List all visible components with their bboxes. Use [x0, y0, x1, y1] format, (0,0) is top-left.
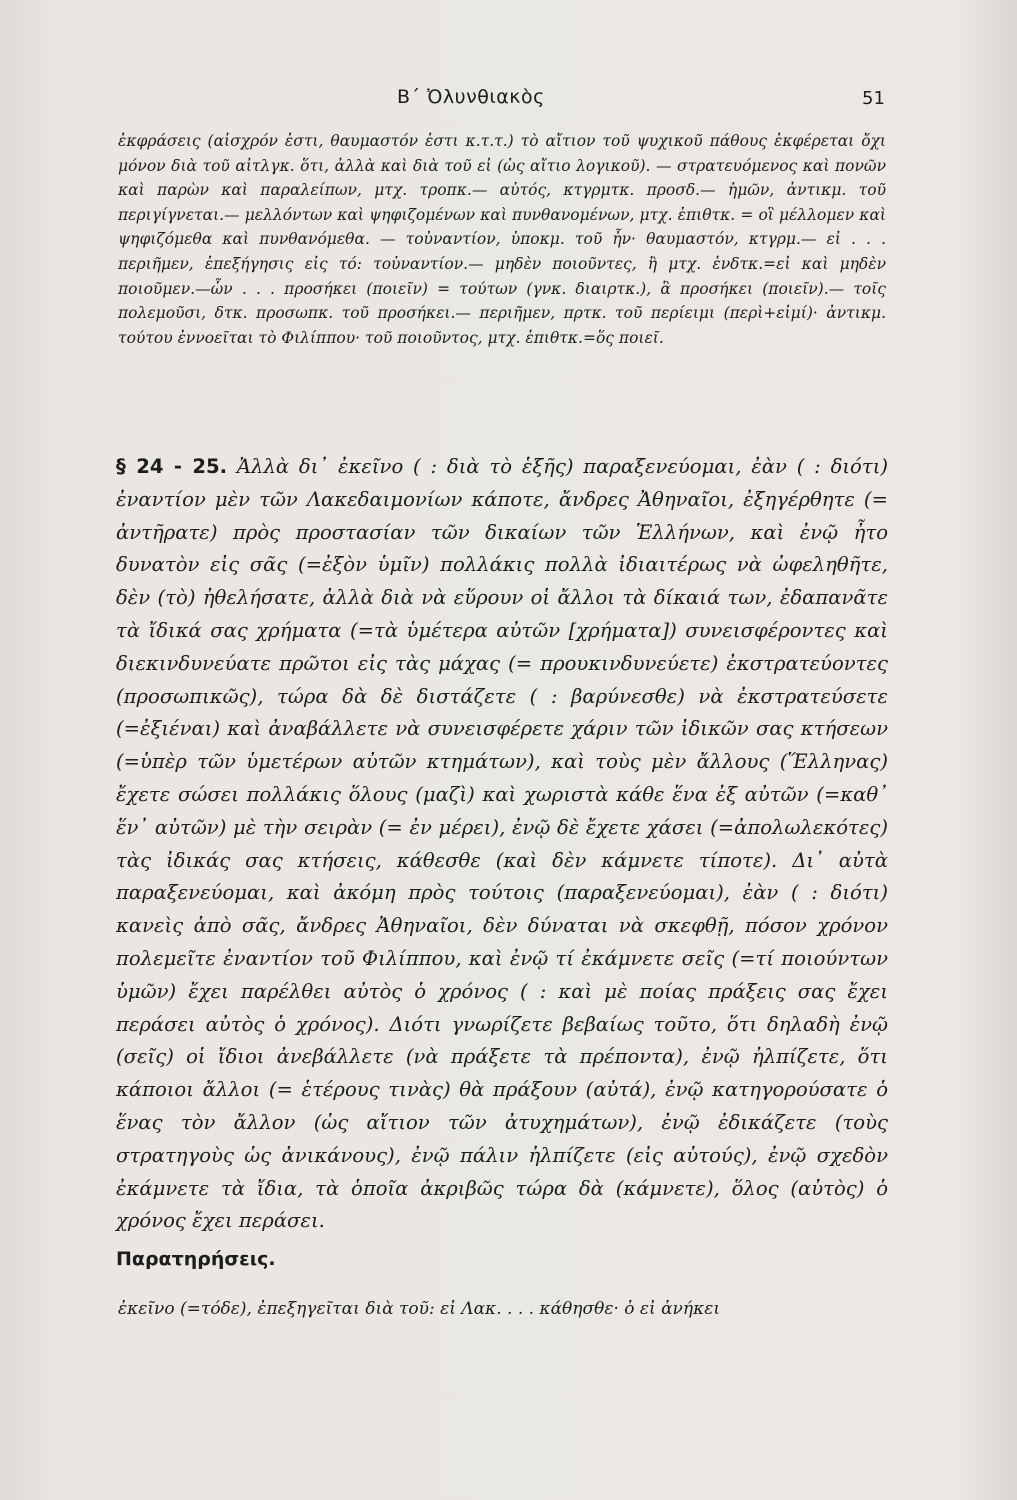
translation-paragraph — [116, 451, 888, 1238]
translation-section — [116, 451, 888, 1238]
section-mark: § 24 - 25. — [116, 455, 228, 478]
page-header — [0, 86, 1017, 116]
running-title: Β΄ Ὀλυνθιακὸς — [397, 86, 545, 108]
page-number: 51 — [862, 88, 885, 109]
observations-heading: Παρατηρήσεις. — [116, 1248, 276, 1270]
notes-paragraph: ἐκφράσεις (αἰσχρόν ἐστι, θαυμαστόν ἐστι κ.τ.τ.) τὸ αἴτιον τοῦ ψυχικοῦ πάθους ἐκφέρεται ὄχι μόνον διὰ τοῦ αἰτλγκ. ὅτι, ἀλλὰ καὶ διὰ τοῦ εἰ (ὡς αἴτιο λογικοῦ). — στρατευόμενος καὶ πονῶν καὶ παρὼν καὶ παραλείπων, μτχ. τροπκ.— αὐτός, κτγρμτκ. προσδ.— ἡμῶν, ἀντικμ. τοῦ περιγίγνεται.— μελλόντων καὶ ψηφιζομένων καὶ πυνθανομένων, μτχ. ἐπιθτκ. = οἳ μέλλομεν καὶ ψηφιζόμεθα καὶ πυνθανόμεθα. — τοὐναντίον, ὑποκμ. τοῦ ἦν· θαυμαστόν, κτγρμ.— εἰ . . . περιῆμεν, ἐπεξήγησις εἰς τό: τοὐναντίον.— μηδὲν ποιοῦντες, ἢ μτχ. ἐνδτκ.=εἰ καὶ μηδὲν ποιοῦμεν.—ὧν . . . προσήκει (ποιεῖν) = τούτων (γνκ. διαιρτκ.), ἃ προσήκει (ποιεῖν).— τοῖς πολεμοῦσι, δτκ. προσωπκ. τοῦ προσήκει.— περιῆμεν, πρτκ. τοῦ περίειμι (περὶ+εἰμί)· ἀντικμ. τούτου ἐννοεῖται τὸ Φιλίππου· τοῦ ποιοῦντος, μτχ. ἐπιθτκ.=ὅς ποιεῖ. — [118, 132, 886, 347]
translation-text: Ἀλλὰ δι᾿ ἐκεῖνο ( : διὰ τὸ ἑξῆς) παραξενεύομαι, ἐὰν ( : διότι) ἐναντίον μὲν τῶν Λακεδαιμονίων κάποτε, ἄνδρες Ἀθηναῖοι, ἐξηγέρθητε (= ἀντῆρατε) πρὸς προστασίαν τῶν δικαίων τῶν Ἑλλήνων, καὶ ἐνῷ ἦτο δυνατὸν εἰς σᾶς (=ἐξὸν ὑμῖν) πολλάκις πολλὰ ἰδιαιτέρως νὰ ὠφεληθῆτε, δὲν (τὸ) ἠθελήσατε, ἀλλὰ διὰ νὰ εὕρουν οἱ ἄλλοι τὰ δίκαιά των, ἐδαπανᾶτε τὰ ἴδικά σας χρήματα (=τὰ ὑμέτερα αὐτῶν [χρήματα]) συνεισφέροντες καὶ διεκινδυνεύατε πρῶτοι εἰς τὰς μάχας (= προυκινδυνεύετε) ἐκστρατεύοντες (προσωπικῶς), τώρα δὰ δὲ διστάζετε ( : βαρύνεσθε) νὰ ἐκστρατεύσετε (=ἐξιέναι) καὶ ἀναβάλλετε νὰ συνεισφέρετε χάριν τῶν ἰδικῶν σας κτήσεων (=ὑπὲρ τῶν ὑμετέρων αὐτῶν κτημάτων), καὶ τοὺς μὲν ἄλλους (Ἕλληνας) ἔχετε σώσει πολλάκις ὅλους (μαζὶ) καὶ χωριστὰ κάθε ἕνα ἐξ αὐτῶν (=καθ᾿ ἕν᾿ αὐτῶν) μὲ τὴν σειρὰν (= ἐν μέρει), ἐνῷ δὲ ἔχετε χάσει (=ἀπολωλεκότες) τὰς ἰδικάς σας κτήσεις, κάθεσθε (καὶ δὲν κάμνετε τίποτε). Δι᾿ αὐτὰ παραξενεύομαι, καὶ ἀκόμη πρὸς τούτοις (παραξενεύομαι), ἐὰν ( : διότι) κανεὶς ἀπὸ σᾶς, ἄνδρες Ἀθηναῖοι, δὲν δύναται νὰ σκεφθῇ, πόσον χρόνον πολεμεῖτε ἐναντίον τοῦ Φιλίππου, καὶ ἐνῷ τί ἐκάμνετε σεῖς (=τί ποιούντων ὑμῶν) ἔχει παρέλθει αὐτὸς ὁ χρόνος ( : καὶ μὲ ποίας πράξεις σας ἔχει περάσει αὐτὸς ὁ χρόνος). Διότι γνωρίζετε βεβαίως τοῦτο, ὅτι δηλαδὴ ἐνῷ (σεῖς) οἱ ἴδιοι ἀνεβάλλετε (νὰ πράξετε τὰ πρέποντα), ἐνῷ ἠλπίζετε, ὅτι κάποιοι ἄλλοι (= ἑτέρους τινὰς) θὰ πράξουν (αὐτά), ἐνῷ κατηγορούσατε ὁ ἕνας τὸν ἄλλον (ὡς αἴτιον τῶν ἀτυχημάτων), ἐνῷ ἐδικάζετε (τοὺς στρατηγοὺς ὡς ἀνικάνους), ἐνῷ πάλιν ἠλπίζετε (εἰς αὐτούς), ἐνῷ σχεδὸν ἐκάμνετε τὰ ἴδια, τὰ ὁποῖα ἀκριβῶς τώρα δὰ (κάμνετε), ὅλος (αὐτὸς) ὁ χρόνος ἔχει περάσει. — [116, 455, 889, 1233]
commentary-notes — [118, 129, 886, 350]
observations-text: ἐκεῖνο (=τόδε), ἐπεξηγεῖται διὰ τοῦ: εἰ Λακ. . . . κάθησθε· ὁ εἰ ἀνήκει — [118, 1299, 721, 1319]
